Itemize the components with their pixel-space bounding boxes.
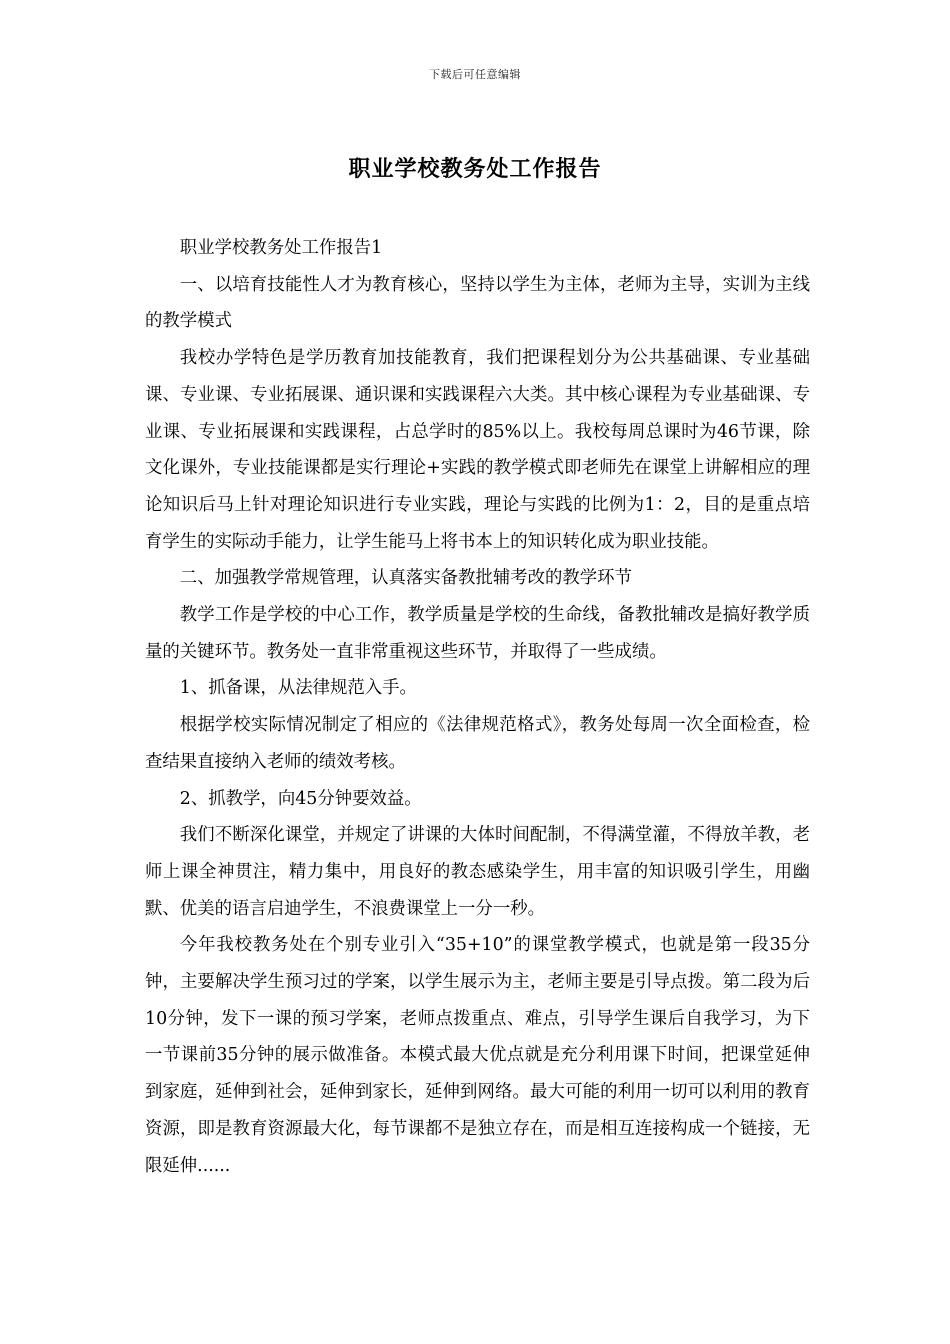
- header-note: 下载后可任意编辑: [429, 68, 521, 81]
- paragraph-subtitle: 职业学校教务处工作报告1: [179, 238, 383, 258]
- paragraph-section-2-heading: 二、加强教学常规管理，认真落实备教批辅考改的教学环节: [179, 568, 632, 589]
- paragraph-section-1-heading: 一、以培育技能性人才为教育核心，坚持以学生为主体，老师为主导，实训为主线的教学模式: [145, 274, 810, 332]
- paragraph-item-2-heading: 2、抓教学，向45分钟要效益。: [179, 788, 422, 809]
- paragraph: 根据学校实际情况制定了相应的《法律规范格式》，教务处每周一次全面检查，检查结果直接纳入老师的绩效考核。: [145, 715, 810, 772]
- document-title: 职业学校教务处工作报告: [348, 156, 602, 182]
- paragraph-item-1-heading: 1、抓备课，从法律规范入手。: [179, 678, 417, 699]
- paragraph: 教学工作是学校的中心工作，教学质量是学校的生命线，备教批辅改是搞好教学质量的关键环节。教务处一直非常重视这些环节，并取得了一些成绩。: [145, 605, 810, 662]
- document-body: [145, 230, 810, 1184]
- paragraph: 我们不断深化课堂，并规定了讲课的大体时间配制，不得满堂灌，不得放羊教，老师上课全神贯注，精力集中，用良好的教态感染学生，用丰富的知识吸引学生，用幽默、优美的语言启迪学生，不浪费课堂上一分一秒。: [145, 825, 810, 919]
- paragraph: 今年我校教务处在个别专业引入“35+10”的课堂教学模式，也就是第一段35分钟，主要解决学生预习过的学案，以学生展示为主，老师主要是引导点拨。第二段为后10分钟，发下一课的预习学案，老师点拨重点、难点，引导学生课后自我学习，为下一节课前35分钟的展示做准备。本模式最大优点就是充分利用课下时间，把课堂延伸到家庭，延伸到社会，延伸到家长，延伸到网络。最大可能的利用一切可以利用的教育资源，即是教育资源最大化，每节课都不是独立存在，而是相互连接构成一个链接，无限延伸......: [145, 935, 810, 1176]
- paragraph: 我校办学特色是学历教育加技能教育，我们把课程划分为公共基础课、专业基础课、专业课、专业拓展课、通识课和实践课程六大类。其中核心课程为专业基础课、专业课、专业拓展课和实践课程，占总学时的85%以上。我校每周总课时为46节课，除文化课外，专业技能课都是实行理论+实践的教学模式即老师先在课堂上讲解相应的理论知识后马上针对理论知识进行专业实践，理论与实践的比例为1：2，目的是重点培育学生的实际动手能力，让学生能马上将书本上的知识转化成为职业技能。: [145, 348, 810, 552]
